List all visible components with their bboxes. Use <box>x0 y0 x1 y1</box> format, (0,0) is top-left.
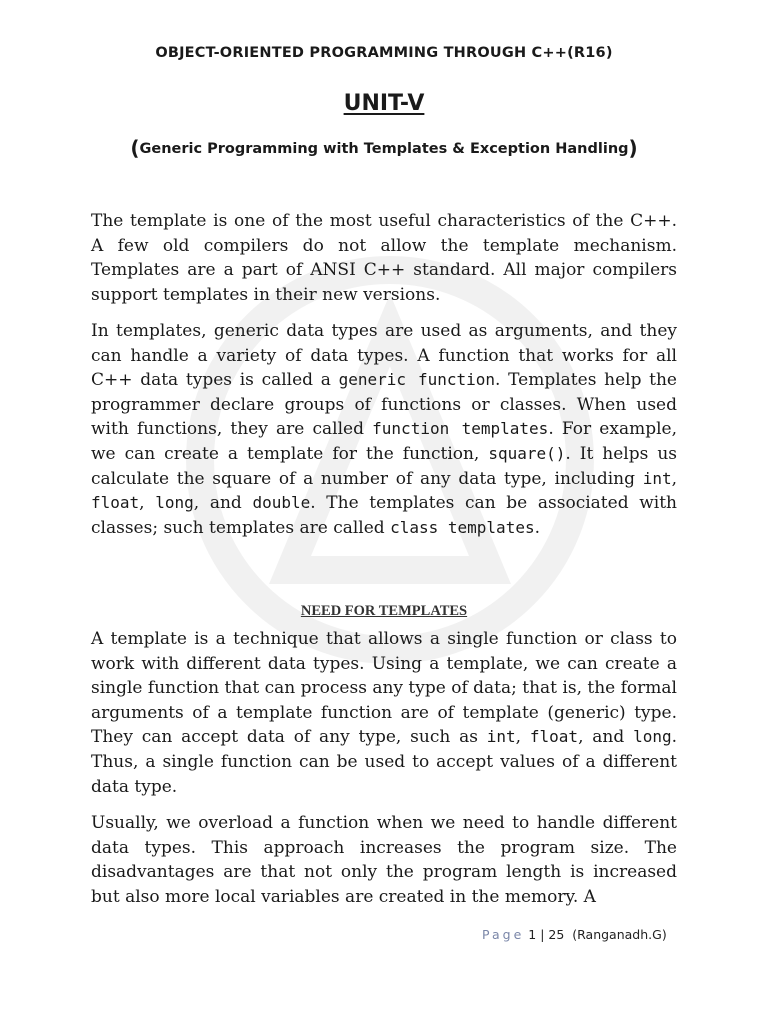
code-term: generic function <box>338 370 496 390</box>
unit-subtitle <box>0 136 768 160</box>
page-footer <box>482 927 667 942</box>
code-term: float <box>529 727 579 747</box>
text-run: . Templates help the programmer declare groups of functions or classes. When used with functions, they are called <box>91 370 677 440</box>
paragraph-overloading: Usually, we overload a function when we need to handle different data types. This approach increases the program size. The disadvantages are that not only the program length is increased but also more local variables are created in the memory. A <box>91 813 677 907</box>
code-term: double <box>252 493 311 513</box>
text-run: , and <box>578 727 634 748</box>
subtitle-close-paren: ) <box>628 136 638 160</box>
text-run: , <box>139 493 156 514</box>
paragraph-intro: The template is one of the most useful characteristics of the C++. A few old compilers do not allow the template mechanism. Templates are a part of ANSI C++ standard. All major compilers support templates in their new versions. <box>91 211 677 305</box>
text-run: , and <box>193 493 253 514</box>
unit-title: UNIT-V <box>343 91 425 116</box>
text-run: . The templates can be associated with classes; such templates are called <box>91 493 677 538</box>
code-term: int <box>486 727 516 747</box>
subtitle-text: Generic Programming with Templates & Exception Handling <box>139 141 629 157</box>
code-term: long <box>633 727 672 747</box>
paragraph-generic-types <box>91 319 677 540</box>
code-term: int <box>642 468 672 488</box>
code-term: class templates <box>390 517 535 537</box>
text-run: , <box>515 727 530 748</box>
total-pages: 25 <box>548 927 565 942</box>
text-run: . <box>534 517 540 538</box>
section-heading: NEED FOR TEMPLATES <box>300 603 468 619</box>
page-number: 1 <box>528 927 537 942</box>
code-term: square() <box>488 443 566 463</box>
page-separator: | <box>540 927 545 942</box>
text-run: . For example, we can create a template for the function, <box>91 419 677 464</box>
code-term: function templates <box>372 419 549 439</box>
page-label: Page <box>482 927 525 942</box>
course-title: OBJECT-ORIENTED PROGRAMMING THROUGH C++(R16) <box>155 45 613 61</box>
author-name: (Ranganadh.G) <box>572 927 667 942</box>
paragraph-need-templates <box>91 627 677 799</box>
text-run: . It helps us calculate the square of a number of any data type, including <box>91 443 677 489</box>
text-run: In templates, generic data types are used as arguments, and they can handle a variety of data types. A function that works for all C++ data types is called a <box>91 321 677 391</box>
text-run: , <box>671 468 677 489</box>
text-run: . Thus, a single function can be used to accept values of a different data type. <box>91 727 677 797</box>
text-run: A template is a technique that allows a single function or class to work with different data types. Using a template, we can create a single function that can process any type of data; that is, the formal arguments of a template function are of template (generic) type. They can accept data of any type, such as <box>91 629 677 748</box>
subtitle-open-paren: ( <box>130 136 140 160</box>
code-term: long <box>155 493 194 513</box>
code-term: float <box>91 493 140 513</box>
